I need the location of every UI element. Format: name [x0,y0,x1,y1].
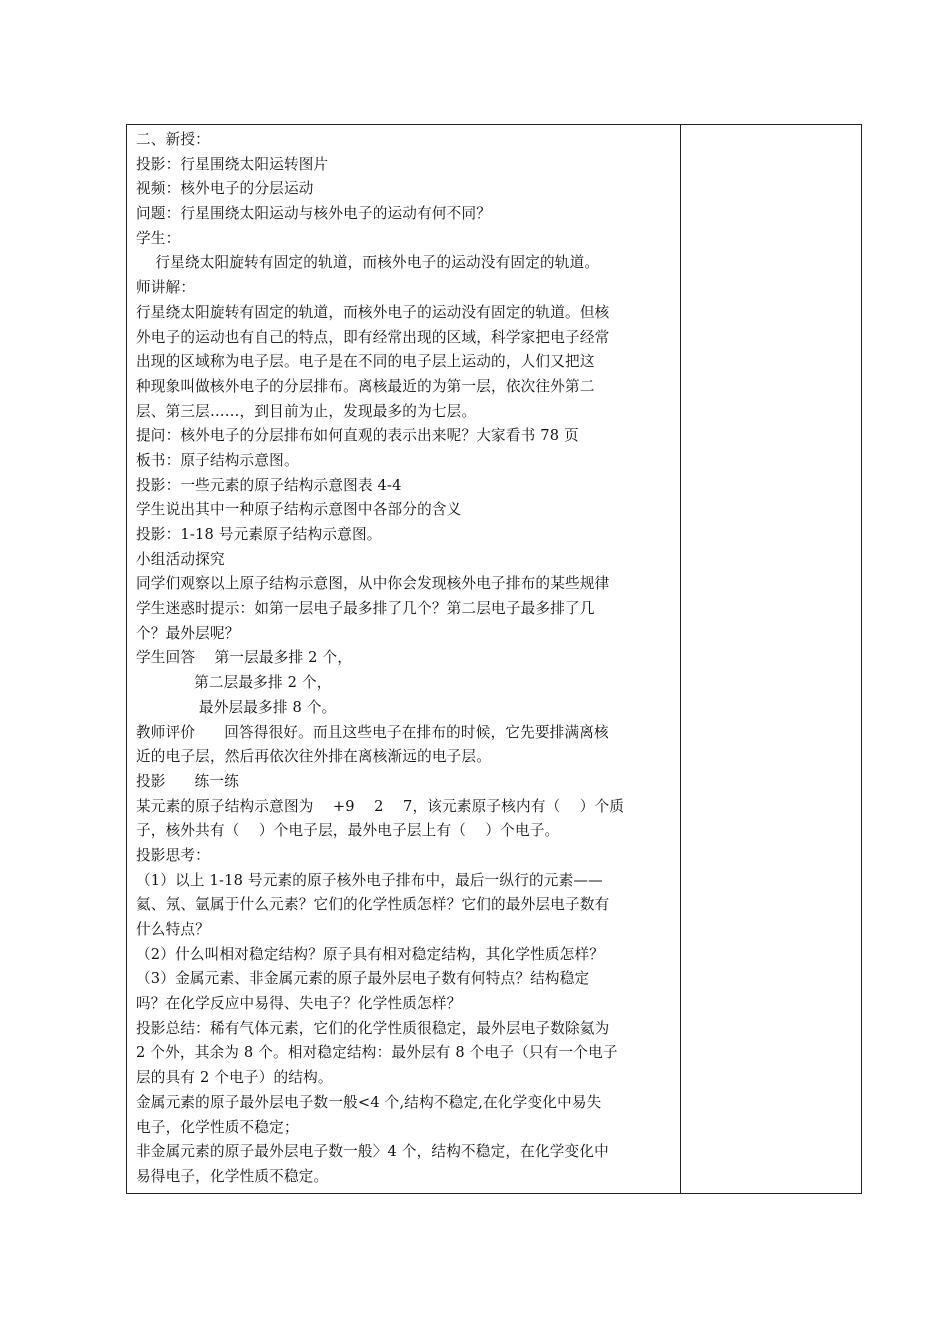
lesson-content [136,128,676,1190]
text-line: 外电子的运动也有自己的特点，即有经常出现的区域，科学家把电子经常 [136,328,610,346]
text-line: 吗？在化学反应中易得、失电子？化学性质怎样？ [136,995,462,1013]
text-line: 某元素的原子结构示意图为 +9 2 7，该元素原子核内有（ ）个质 [136,797,625,815]
text-line: 学生： [136,229,181,247]
text-line: 投影：1-18 号元素原子结构示意图。 [136,526,382,543]
text-line: 层的具有 2 个电子）的结构。 [136,1069,333,1087]
text-line: 投影总结：稀有气体元素，它们的化学性质很稳定，最外层电子数除氦为 [136,1019,610,1037]
text-line: 金属元素的原子最外层电子数一般<4 个,结构不稳定,在化学变化中易失 [136,1093,602,1111]
text-line: 学生迷惑时提示：如第一层电子最多排了几个？第二层电子最多排了几 [136,600,595,618]
text-line: 同学们观察以上原子结构示意图，从中你会发现核外电子排布的某些规律 [136,575,610,593]
text-line: 种现象叫做核外电子的分层排布。离核最近的为第一层，依次往外第二 [136,377,595,395]
text-line: 易得电子，化学性质不稳定。 [136,1167,329,1185]
text-line: 电子，化学性质不稳定； [136,1118,299,1136]
text-line: （3）金属元素、非金属元素的原子最外层电子数有何特点？结构稳定 [136,970,590,988]
text-line: 投影 练一练 [136,772,240,790]
text-line: 什么特点？ [136,921,210,938]
text-line: 2 个外，其余为 8 个。相对稳定结构：最外层有 8 个电子（只有一个电子 [136,1044,618,1062]
text-line: （2）什么叫相对稳定结构？原子具有相对稳定结构，其化学性质怎样？ [136,945,605,963]
text-line: 近的电子层，然后再依次往外排在离核渐远的电子层。 [136,748,492,766]
text-line: 最外层最多排 8 个。 [136,698,337,716]
text-line: 投影思考： [136,846,210,864]
text-line: （1）以上 1-18 号元素的原子核外电子排布中，最后一纵行的元素—— [136,871,603,889]
text-line: 个？最外层呢？ [136,624,240,642]
text-line: 第二层最多排 2 个， [136,674,332,692]
text-line: 提问：核外电子的分层排布如何直观的表示出来呢？大家看书 78 页 [136,427,579,445]
text-line: 行星绕太阳旋转有固定的轨道，而核外电子的运动没有固定的轨道。 [136,254,600,272]
text-line: 投影：一些元素的原子结构示意图表 4-4 [136,476,402,494]
text-line: 学生说出其中一种原子结构示意图中各部分的含义 [136,501,462,519]
text-line: 学生回答 第一层最多排 2 个， [136,649,353,667]
text-line: 教师评价 回答得很好。而且这些电子在排布的时候，它先要排满离核 [136,723,609,741]
text-line: 问题：行星围绕太阳运动与核外电子的运动有何不同？ [136,205,492,223]
text-line: 小组活动探究 [136,550,225,568]
text-line: 师讲解： [136,279,196,297]
text-line: 子，核外共有（ ）个电子层，最外电子层上有（ ）个电子。 [136,822,560,840]
text-line: 二、新授： [136,131,210,148]
text-line: 出现的区域称为电子层。电子是在不同的电子层上运动的，人们又把这 [136,353,595,371]
text-line: 层、第三层……，到目前为止，发现最多的为七层。 [136,402,477,420]
text-line: 投影：行星围绕太阳运转图片 [136,155,329,173]
text-line: 板书：原子结构示意图。 [136,451,299,469]
text-line: 行星绕太阳旋转有固定的轨道，而核外电子的运动没有固定的轨道。但核 [136,303,610,321]
text-line: 氦、氖、氩属于什么元素？它们的化学性质怎样？它们的最外层电子数有 [136,896,610,914]
notes-column [681,125,861,1193]
text-line: 非金属元素的原子最外层电子数一般〉4 个，结构不稳定，在化学变化中 [136,1143,609,1161]
text-line: 视频：核外电子的分层运动 [136,180,314,198]
